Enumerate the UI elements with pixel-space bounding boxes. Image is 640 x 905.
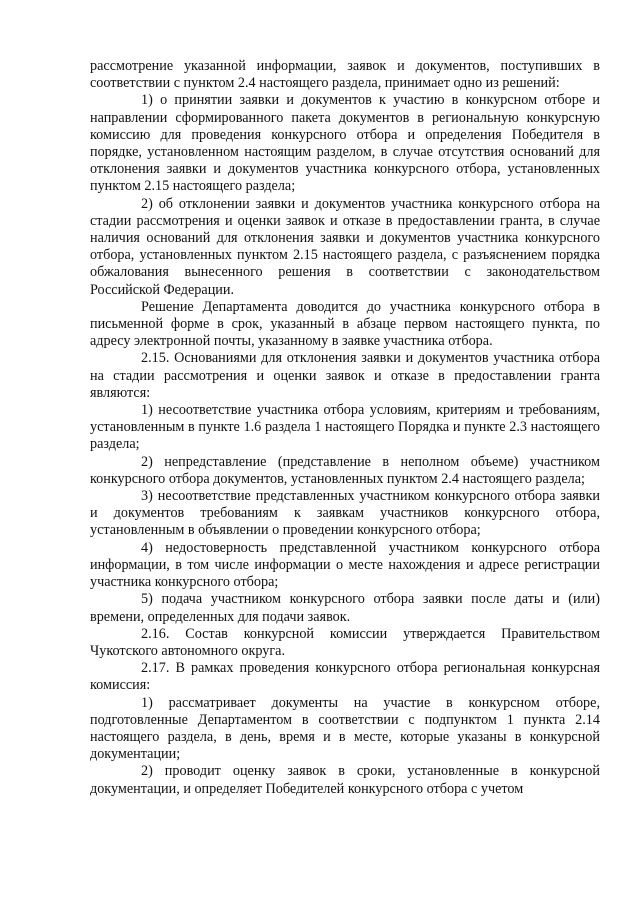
paragraph-ground-2: 2) непредставление (представление в неполном объеме) участником конкурсного отбора документов, установленных пунктом 2.4 настоящего раздела; xyxy=(90,453,600,487)
paragraph-clause-2-15: 2.15. Основаниями для отклонения заявки и документов участника отбора на стадии рассмотрения и оценки заявок и отказе в предоставлении гранта являются: xyxy=(90,350,600,401)
paragraph-decision-1: 1) о принятии заявки и документов к участию в конкурсном отборе и направлении сформированного пакета документов в региональную конкурсную комиссию для проведения конкурсного отбора и определения Победителя в порядке, установленном настоящим разделом, в случае отсутствия оснований для отклонения заявки и документов участника конкурсного отбора, установленных пунктом 2.15 настоящего раздела; xyxy=(90,92,600,195)
paragraph-clause-2-16: 2.16. Состав конкурсной комиссии утверждается Правительством Чукотского автономного округа. xyxy=(90,625,600,659)
paragraph-intro: рассмотрение указанной информации, заявок и документов, поступивших в соответствии с пунктом 2.4 настоящего раздела, принимает одно из решений: xyxy=(90,58,600,92)
paragraph-commission-1: 1) рассматривает документы на участие в конкурсном отборе, подготовленные Департаментом в соответствии с подпунктом 1 пункта 2.14 настоящего раздела, в день, время и в месте, которые указаны в конкурсной документации; xyxy=(90,694,600,763)
paragraph-notice: Решение Департамента доводится до участника конкурсного отбора в письменной форме в срок, указанный в абзаце первом настоящего пункта, по адресу электронной почты, указанному в заявке участника отбора. xyxy=(90,298,600,350)
paragraph-ground-5: 5) подача участником конкурсного отбора заявки после даты и (или) времени, определенных для подачи заявок. xyxy=(90,591,600,625)
paragraph-commission-2: 2) проводит оценку заявок в сроки, установленные в конкурсной документации, и определяет Победителей конкурсного отбора с учетом xyxy=(90,763,600,797)
paragraph-ground-4: 4) недостоверность представленной участником конкурсного отбора информации, в том числе информации о месте нахождения и адресе регистрации участника конкурсного отбора; xyxy=(90,539,600,591)
paragraph-clause-2-17: 2.17. В рамках проведения конкурсного отбора региональная конкурсная комиссия: xyxy=(90,660,600,694)
paragraph-ground-1: 1) несоответствие участника отбора условиям, критериям и требованиям, установленным в пункте 1.6 раздела 1 настоящего Порядка и пункте 2.3 настоящего раздела; xyxy=(90,402,600,453)
paragraph-decision-2: 2) об отклонении заявки и документов участника конкурсного отбора на стадии рассмотрения и оценки заявок и отказе в предоставлении гранта, в случае наличия оснований для отклонения заявки и документов участника конкурсного отбора, установленных пунктом 2.15 настоящего раздела, с разъяснением порядка обжалования вынесенного решения в соответствии с законодательством Российской Федерации. xyxy=(90,195,600,298)
paragraph-ground-3: 3) несоответствие представленных участником конкурсного отбора заявки и документов требованиям к заявкам участников конкурсного отбора, установленным в объявлении о проведении конкурсного отбора; xyxy=(90,488,600,539)
document-page xyxy=(90,58,600,798)
